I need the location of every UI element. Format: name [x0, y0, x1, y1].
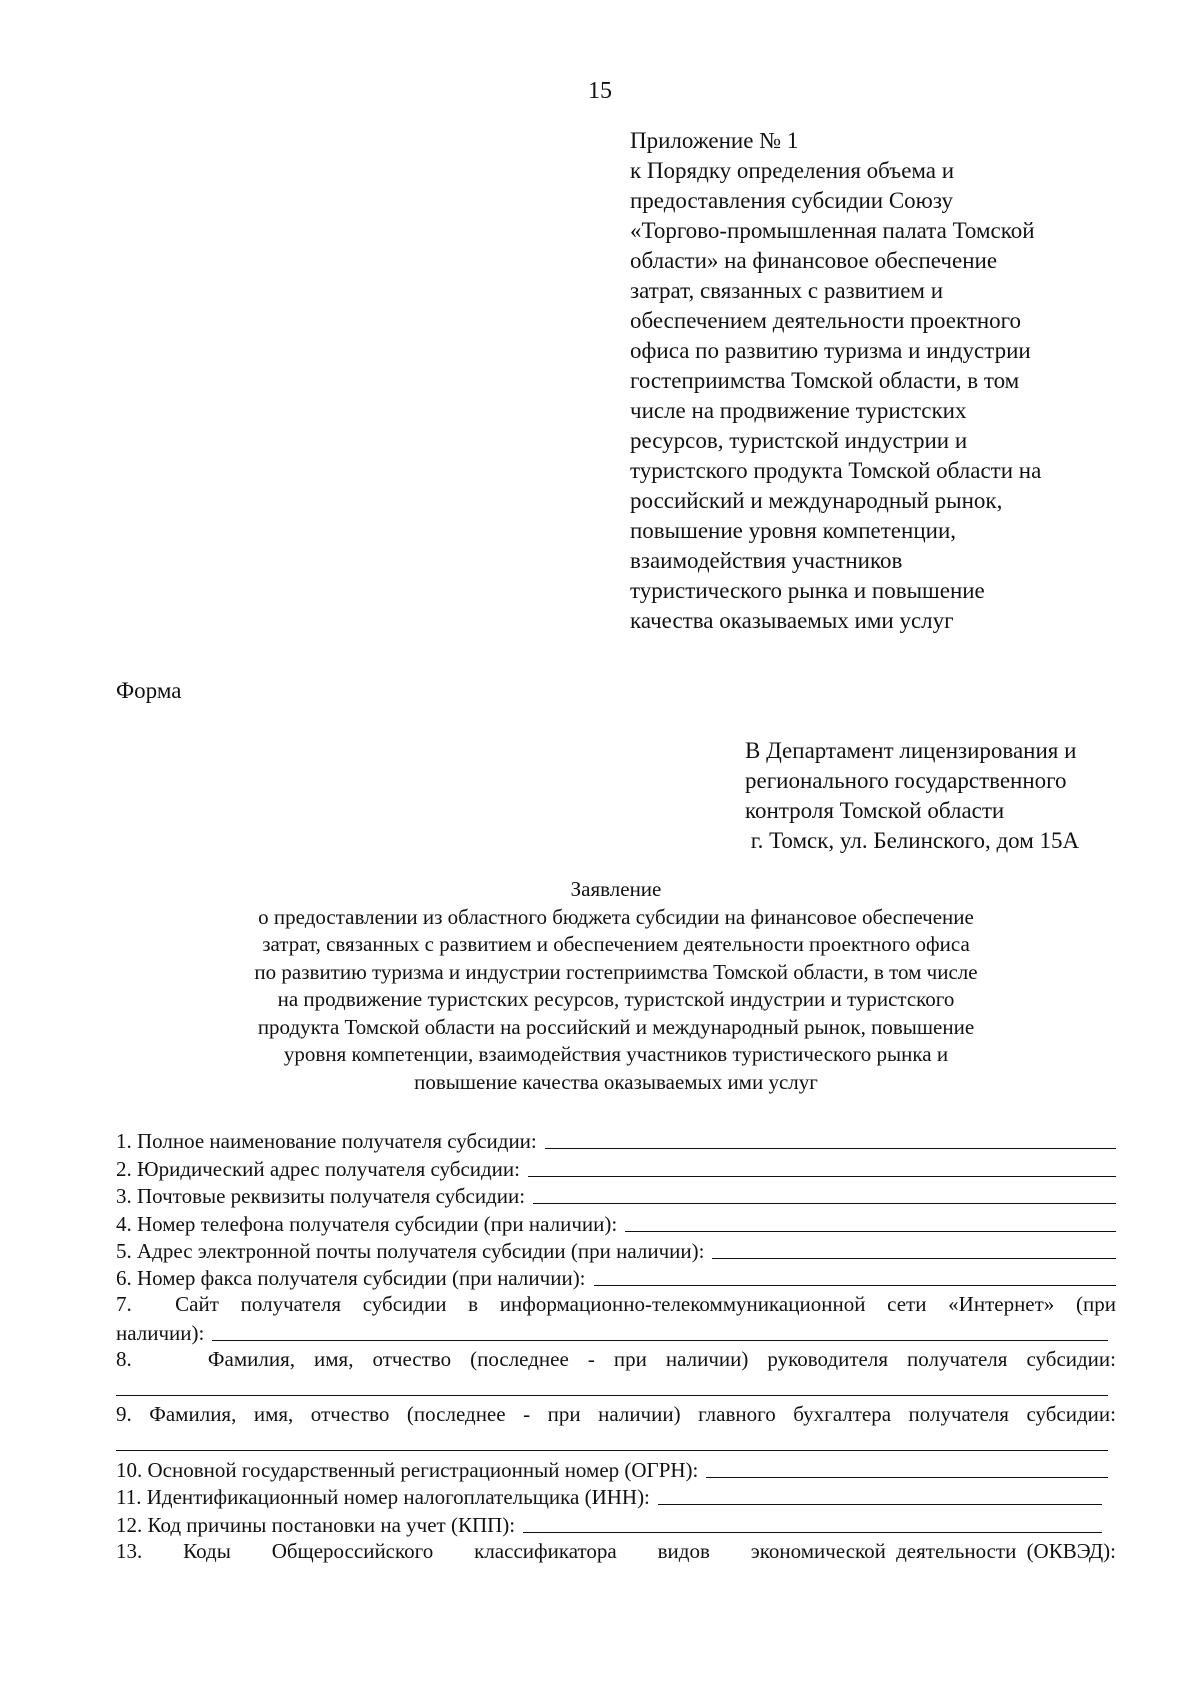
statement-line: по развитию туризма и индустрии гостеприимства Томской области, в том числе [254, 959, 978, 984]
appendix-line: предоставления субсидии Союзу [630, 188, 953, 213]
appendix-line: офиса по развитию туризма и индустрии [630, 338, 1031, 363]
inn-input-line[interactable] [658, 1504, 1102, 1505]
appendix-line: к Порядку определения объема и [630, 158, 955, 183]
field-ogrn [116, 1456, 1116, 1483]
field-full-name [116, 1127, 1116, 1154]
appendix-line: туристского продукта Томской области на [630, 458, 1042, 483]
field-label: 6. Номер факса получателя субсидии (при наличии): [116, 1266, 586, 1291]
field-kpp [116, 1510, 1116, 1537]
statement-line: затрат, связанных с развитием и обеспечением деятельности проектного офиса [262, 932, 970, 956]
field-phone [116, 1209, 1116, 1236]
form-label: Форма [116, 678, 182, 703]
appendix-line: затрат, связанных с развитием и [630, 278, 944, 303]
director-input-line[interactable] [116, 1395, 1108, 1396]
statement-line: продукта Томской области на российский и международный рынок, повышение [257, 1014, 975, 1039]
website-input-line[interactable] [212, 1340, 1108, 1341]
addressee-line: В Департамент лицензирования и [745, 738, 1077, 763]
field-accountant-label: 9. Фамилия, имя, отчество (последнее - при наличии) главного бухгалтера получателя субсидии: [116, 1401, 1116, 1426]
fax-input-line[interactable] [594, 1285, 1116, 1286]
addressee-line: регионального государственного [745, 768, 1067, 793]
appendix-heading [630, 126, 1150, 636]
statement-line: на продвижение туристских ресурсов, туристской индустрии и туристского [277, 987, 955, 1011]
field-website-label: 7. Сайт получателя субсидии в информационно-телекоммуникационной сети «Интернет» (при [116, 1292, 1116, 1317]
field-label: 2. Юридический адрес получателя субсидии: [116, 1156, 520, 1181]
statement-line: уровня компетенции, взаимодействия участников туристического рынка и [283, 1042, 949, 1066]
field-label: 4. Номер телефона получателя субсидии (при наличии): [116, 1211, 618, 1236]
field-email [116, 1237, 1116, 1264]
appendix-line: повышение уровня компетенции, [630, 518, 956, 543]
field-label: 1. Полное наименование получателя субсидии: [116, 1129, 537, 1154]
field-director [116, 1374, 1116, 1401]
page-number: 15 [588, 78, 612, 104]
field-accountant [116, 1428, 1116, 1455]
field-fax [116, 1264, 1116, 1291]
application-fields [116, 1127, 1116, 1565]
postal-details-input-line[interactable] [533, 1203, 1116, 1204]
addressee-line: контроля Томской области [745, 798, 1005, 823]
accountant-input-line[interactable] [116, 1450, 1108, 1451]
field-label: 5. Адрес электронной почты получателя субсидии (при наличии): [116, 1238, 705, 1263]
addressee-block [745, 736, 1165, 856]
field-label: наличии): [116, 1321, 205, 1346]
statement-line: о предоставлении из областного бюджета субсидии на финансовое обеспечение [258, 904, 974, 929]
field-label: 12. Код причины постановки на учет (КПП): [116, 1512, 516, 1537]
appendix-line: числе на продвижение туристских [630, 398, 967, 423]
appendix-line: качества оказываемых ими услуг [630, 608, 954, 633]
field-legal-address [116, 1154, 1116, 1181]
appendix-line: «Торгово-промышленная палата Томской [630, 218, 1035, 243]
appendix-line: российский и международный рынок, [630, 488, 1003, 513]
full-name-input-line[interactable] [545, 1148, 1116, 1149]
kpp-input-line[interactable] [523, 1532, 1102, 1533]
addressee-line: г. Томск, ул. Белинского, дом 15А [745, 828, 1080, 853]
field-okved-label: 13. Коды Общероссийского классификатора видов экономической деятельности (ОКВЭД): [116, 1538, 1116, 1563]
field-label: 3. Почтовые реквизиты получателя субсидии: [116, 1184, 526, 1209]
appendix-line: Приложение № 1 [630, 128, 799, 153]
statement-line: повышение качества оказываемых ими услуг [414, 1069, 818, 1094]
field-postal-details [116, 1182, 1116, 1209]
appendix-line: гостеприимства Томской области, в том [630, 368, 1020, 393]
field-inn [116, 1483, 1116, 1510]
phone-input-line[interactable] [625, 1231, 1116, 1232]
ogrn-input-line[interactable] [706, 1477, 1108, 1478]
appendix-line: взаимодействия участников [630, 548, 903, 573]
field-website [116, 1319, 1116, 1346]
appendix-line: области» на финансовое обеспечение [630, 248, 998, 273]
field-director-label: 8. Фамилия, имя, отчество (последнее - при наличии) руководителя получателя субсидии: [116, 1347, 1116, 1372]
email-input-line[interactable] [712, 1258, 1116, 1259]
statement-title-block [116, 876, 1116, 1096]
appendix-line: обеспечением деятельности проектного [630, 308, 1022, 333]
field-label: 10. Основной государственный регистрационный номер (ОГРН): [116, 1458, 699, 1483]
appendix-line: туристического рынка и повышение [630, 578, 985, 603]
field-label: 11. Идентификационный номер налогоплательщика (ИНН): [116, 1485, 650, 1510]
statement-title: Заявление [570, 877, 662, 901]
appendix-line: ресурсов, туристской индустрии и [630, 428, 968, 453]
legal-address-input-line[interactable] [528, 1176, 1116, 1177]
